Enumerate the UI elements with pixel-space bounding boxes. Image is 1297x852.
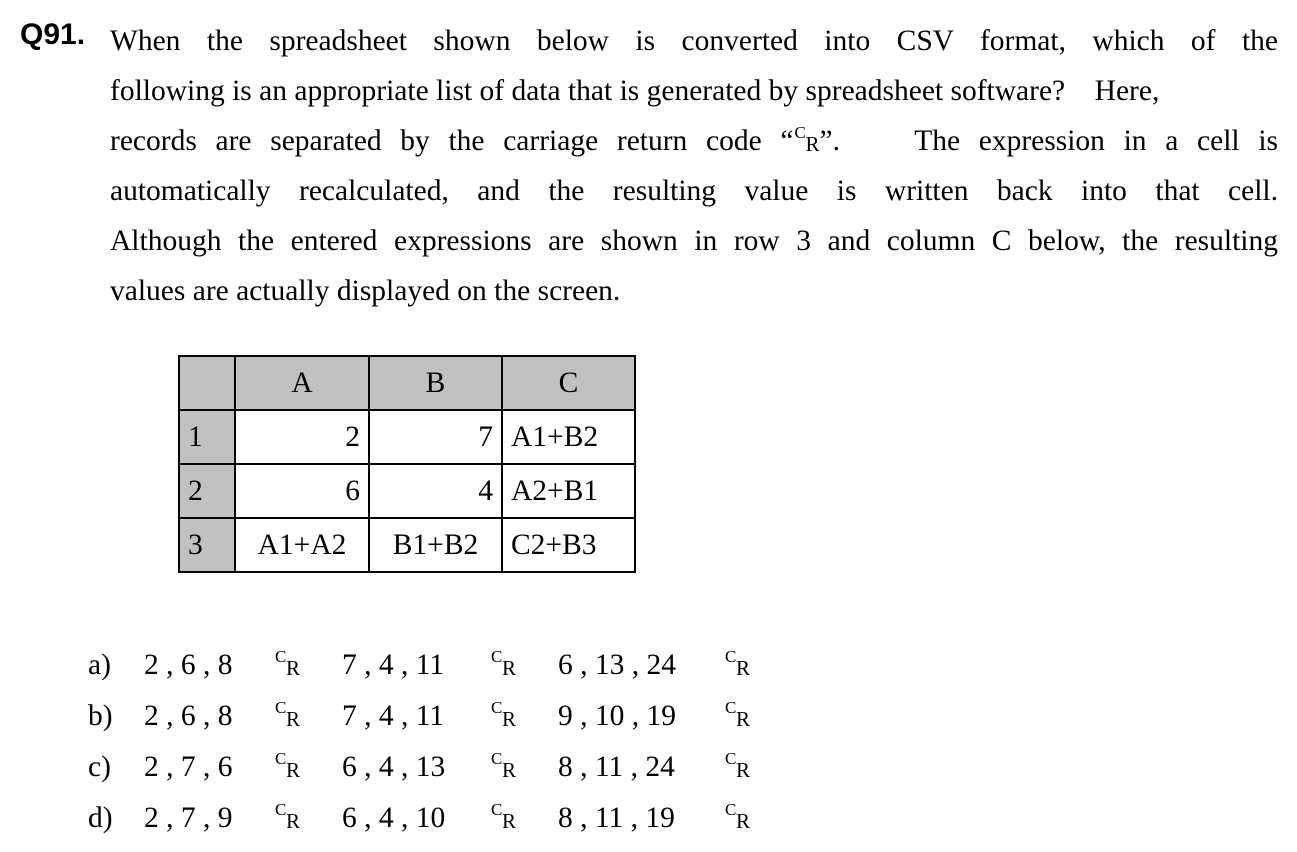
option-record: 2 , 7 , 9 [144,802,233,834]
question-line-3-end: ”. The expression in a cell is [819,125,1278,157]
row-header-3: 3 [179,518,235,572]
question-line-1: When the spreadsheet shown below is converted into CSV format, which of the [110,25,1278,57]
carriage-return-symbol: C R [725,698,751,731]
carriage-return-symbol: C R [491,800,517,833]
cell-a3: A1+A2 [235,518,369,572]
carriage-return-symbol: C R [725,647,751,680]
carriage-return-symbol: C R [275,749,301,782]
carriage-return-symbol: C R [725,800,751,833]
carriage-return-symbol: C R [491,647,517,680]
option-record: 6 , 13 , 24 [558,649,676,681]
question-line-2 [110,66,1278,116]
question-text [110,16,1278,316]
option-label: c) [88,751,111,783]
cell-b3: B1+B2 [369,518,502,572]
option-record: 8 , 11 , 24 [558,751,675,783]
column-header-c: C [502,356,635,410]
option-record: 2 , 6 , 8 [144,700,233,732]
question-line-2-text: following is an appropriate list of data that is generated by spreadsheet software? Here, [110,75,1160,107]
carriage-return-symbol: C R [491,749,517,782]
carriage-return-symbol: C R [794,123,820,156]
sheet-row-1 [179,410,635,464]
question-line-4: automatically recalculated, and the resulting value is written back into that cell. [110,175,1278,207]
carriage-return-symbol: C R [725,749,751,782]
option-record: 6 , 4 , 13 [342,751,446,783]
corner-cell [179,356,235,410]
option-record: 6 , 4 , 10 [342,802,446,834]
sheet-row-2 [179,464,635,518]
cell-b2: 4 [369,464,502,518]
question-number: Q91. [20,18,86,51]
cell-a1: 2 [235,410,369,464]
spreadsheet-table [178,355,636,573]
carriage-return-symbol: C R [275,698,301,731]
row-header-2: 2 [179,464,235,518]
row-header-1: 1 [179,410,235,464]
option-label: b) [88,700,113,732]
column-header-row [179,356,635,410]
option-record: 8 , 11 , 19 [558,802,675,834]
question-line-3 [110,116,1278,166]
cell-b1: 7 [369,410,502,464]
sheet-row-3 [179,518,635,572]
option-record: 9 , 10 , 19 [558,700,676,732]
option-record: 7 , 4 , 11 [342,649,445,681]
carriage-return-symbol: C R [275,800,301,833]
question-line-3-start: records are separated by the carriage return code “ [110,125,794,157]
option-record: 2 , 6 , 8 [144,649,233,681]
cell-c2: A2+B1 [502,464,635,518]
cell-a2: 6 [235,464,369,518]
option-label: d) [88,802,113,834]
question-line-5: Although the entered expressions are shown in row 3 and column C below, the resulting [110,225,1278,257]
option-record: 2 , 7 , 6 [144,751,233,783]
column-header-b: B [369,356,502,410]
cell-c3: C2+B3 [502,518,635,572]
option-record: 7 , 4 , 11 [342,700,445,732]
option-label: a) [88,649,111,681]
column-header-a: A [235,356,369,410]
cell-c1: A1+B2 [502,410,635,464]
carriage-return-symbol: C R [491,698,517,731]
carriage-return-symbol: C R [275,647,301,680]
question-line-6: values are actually displayed on the screen. [110,275,621,307]
